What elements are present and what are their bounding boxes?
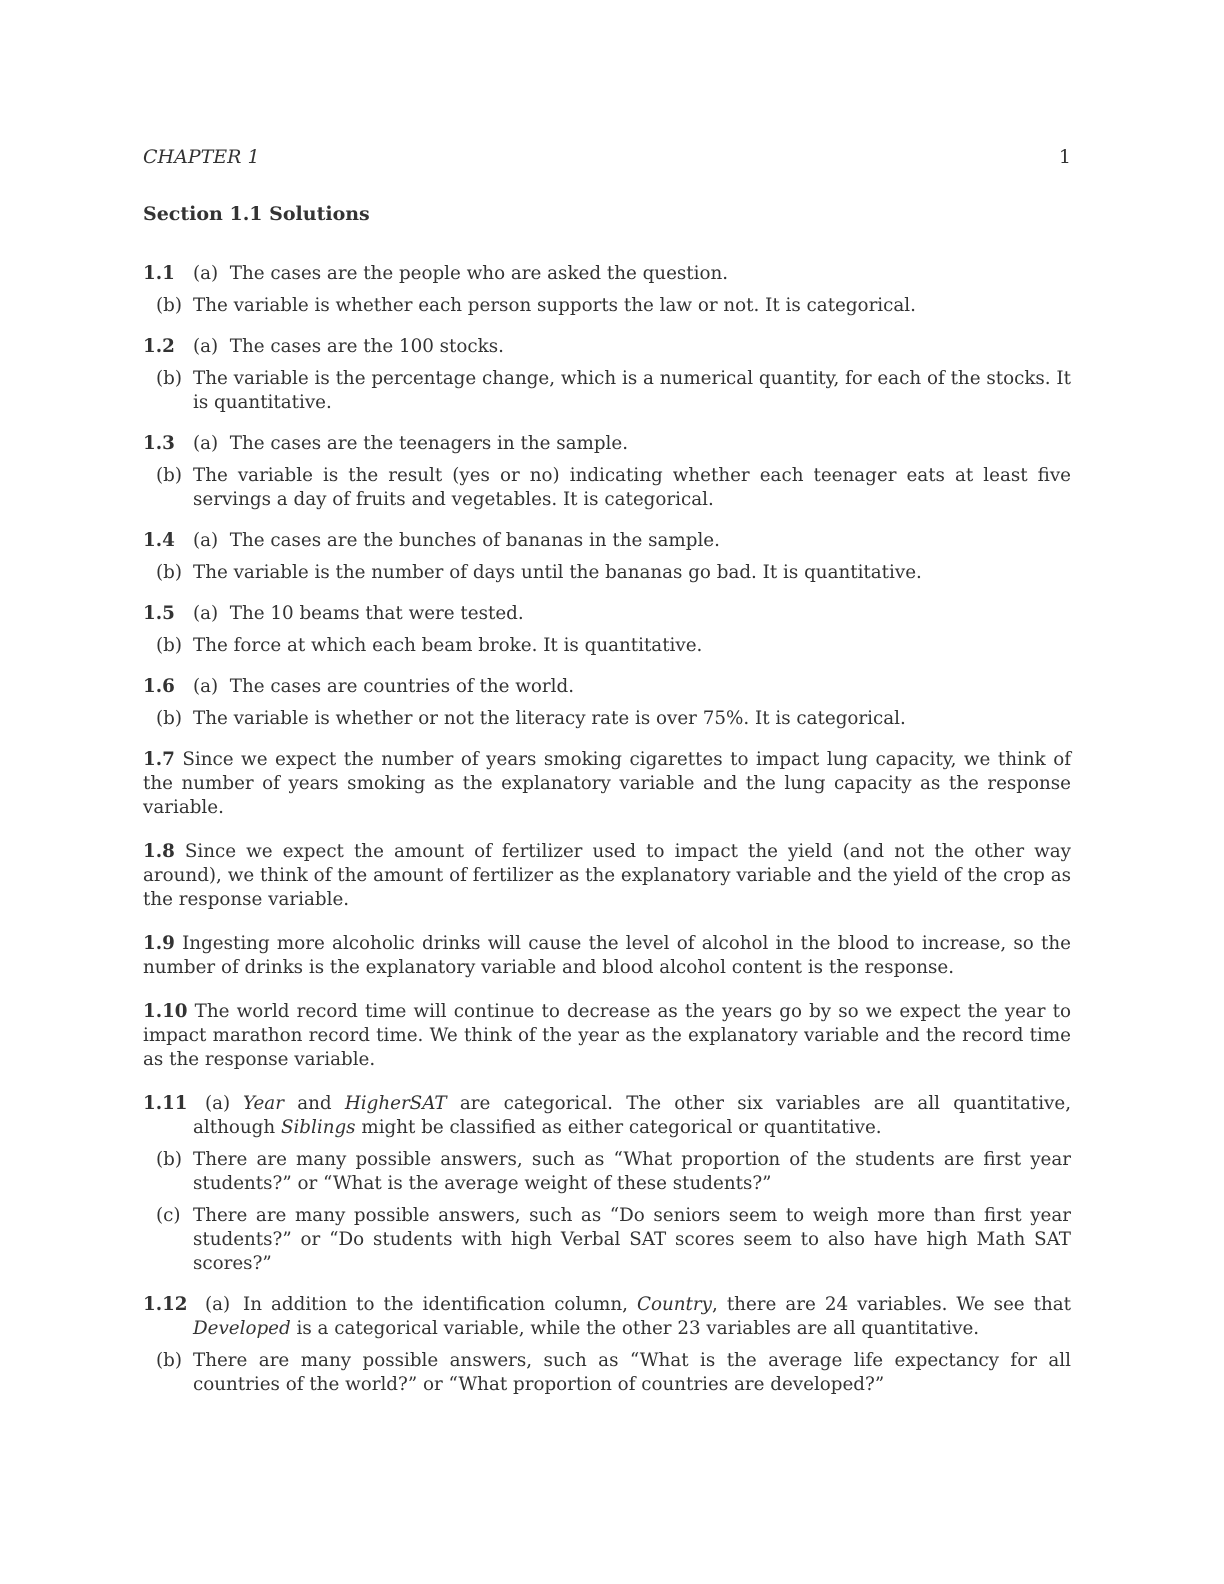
part-text: The cases are the 100 stocks. bbox=[229, 336, 504, 357]
part-label: (a) bbox=[193, 263, 219, 284]
chapter-label: CHAPTER 1 bbox=[143, 146, 260, 168]
section-title: Section 1.1 Solutions bbox=[143, 203, 370, 225]
page-number: 1 bbox=[1058, 146, 1071, 168]
problem-1-6 bbox=[143, 675, 1071, 731]
part-text: There are many possible answers, such as “Do seniors seem to weigh more than first year students?” or “Do students with high Verbal SAT scores seem to also have high Math SAT scores?” bbox=[193, 1205, 1071, 1274]
variable-name: Year bbox=[243, 1093, 284, 1114]
part-label: (a) bbox=[205, 1093, 231, 1114]
part-label: (b) bbox=[156, 368, 182, 389]
problem-text: The world record time will continue to decrease as the years go by so we expect the year to impact marathon record time. We think of the year as the explanatory variable and the record time as the response variable. bbox=[143, 1001, 1071, 1070]
problem-number: 1.2 bbox=[143, 336, 175, 357]
part-label: (b) bbox=[156, 1149, 182, 1170]
part-text: The cases are the people who are asked the question. bbox=[229, 263, 729, 284]
problem-text: Ingesting more alcoholic drinks will cause the level of alcohol in the blood to increase, so the number of drinks is the explanatory variable and blood alcohol content is the response. bbox=[143, 933, 1071, 978]
problem-text: Since we expect the number of years smoking cigarettes to impact lung capacity, we think of the number of years smoking as the explanatory variable and the lung capacity as the response variable. bbox=[143, 749, 1071, 818]
problem-number: 1.10 bbox=[143, 1001, 188, 1022]
solutions-list bbox=[143, 262, 1071, 1414]
problem-number: 1.1 bbox=[143, 263, 175, 284]
part-text: The variable is whether each person supports the law or not. It is categorical. bbox=[193, 295, 916, 316]
problem-1-11: 1.11 (a) Year and HigherSAT are categorical. The other six variables are all quantitative, although Siblings might be classified as either categorical or quantitative. (b) There are many possible answers, such as “What proportion of the students are first year students?” or “What is the average weight of these students?” (c) There are many possible answers, such as “Do seniors seem to weigh more than first year students?” or “Do students with high Verbal SAT scores seem to also have high Math SAT scores?” bbox=[143, 1093, 1072, 1274]
problem-number: 1.11 bbox=[143, 1093, 188, 1114]
variable-name: HigherSAT bbox=[344, 1093, 447, 1114]
part-text: The variable is whether or not the literacy rate is over 75%. It is categorical. bbox=[193, 708, 906, 729]
problem-number: 1.9 bbox=[143, 933, 175, 954]
problem-number: 1.5 bbox=[143, 603, 175, 624]
problem-number: 1.3 bbox=[143, 433, 175, 454]
problem-1-8 bbox=[143, 840, 1071, 912]
part-text: The cases are the teenagers in the sample. bbox=[229, 433, 629, 454]
part-text: The variable is the result (yes or no) indicating whether each teenager eats at least five servings a day of fruits and vegetables. It is categorical. bbox=[193, 465, 1071, 510]
part-text: The 10 beams that were tested. bbox=[229, 603, 524, 624]
part-label: (b) bbox=[156, 708, 182, 729]
part-label: (a) bbox=[193, 433, 219, 454]
part-text: The variable is the percentage change, which is a numerical quantity, for each of the stocks. It is quantitative. bbox=[193, 368, 1071, 413]
problem-number: 1.7 bbox=[143, 749, 175, 770]
problem-1-2 bbox=[143, 335, 1071, 415]
part-label: (b) bbox=[156, 1350, 182, 1371]
part-text: There are many possible answers, such as “What is the average life expectancy for all countries of the world?” or “What proportion of countries are developed?” bbox=[193, 1350, 1071, 1395]
problem-1-10 bbox=[143, 1000, 1071, 1072]
part-label: (b) bbox=[156, 562, 182, 583]
part-text: The cases are countries of the world. bbox=[229, 676, 575, 697]
variable-name: Country bbox=[637, 1294, 712, 1315]
running-header bbox=[143, 146, 1071, 172]
problem-number: 1.12 bbox=[143, 1294, 188, 1315]
problem-1-12: 1.12 (a) In addition to the identification column, Country, there are 24 variables. We see that Developed is a categorical variable, while the other 23 variables are all quantitative. (b) There are many possible answers, such as “What is the average life expectancy for all countries of the world?” or “What proportion of countries are developed?” bbox=[143, 1294, 1071, 1395]
variable-name: Siblings bbox=[280, 1117, 356, 1138]
problem-1-7 bbox=[143, 748, 1071, 820]
part-label: (a) bbox=[193, 676, 219, 697]
problem-1-9 bbox=[143, 932, 1071, 980]
part-label: (b) bbox=[156, 465, 182, 486]
problem-1-1 bbox=[143, 262, 1071, 318]
part-text: There are many possible answers, such as “What proportion of the students are first year students?” or “What is the average weight of these students?” bbox=[193, 1149, 1071, 1194]
problem-number: 1.4 bbox=[143, 530, 175, 551]
part-label: (b) bbox=[156, 295, 182, 316]
part-text: The force at which each beam broke. It is quantitative. bbox=[193, 635, 703, 656]
problem-text: Since we expect the amount of fertilizer used to impact the yield (and not the other way around), we think of the amount of fertilizer as the explanatory variable and the yield of the crop as the response variable. bbox=[143, 841, 1071, 910]
problem-number: 1.6 bbox=[143, 676, 175, 697]
problem-1-4 bbox=[143, 529, 1071, 585]
problem-1-5 bbox=[143, 602, 1071, 658]
part-label: (a) bbox=[205, 1294, 231, 1315]
part-label: (a) bbox=[193, 336, 219, 357]
variable-name: Developed bbox=[193, 1318, 291, 1339]
part-text: The variable is the number of days until the bananas go bad. It is quantitative. bbox=[193, 562, 922, 583]
part-label: (a) bbox=[193, 603, 219, 624]
problem-number: 1.8 bbox=[143, 841, 175, 862]
part-label: (b) bbox=[156, 635, 182, 656]
part-text: The cases are the bunches of bananas in the sample. bbox=[229, 530, 720, 551]
problem-1-3 bbox=[143, 432, 1071, 512]
part-label: (a) bbox=[193, 530, 219, 551]
part-label: (c) bbox=[156, 1205, 181, 1226]
